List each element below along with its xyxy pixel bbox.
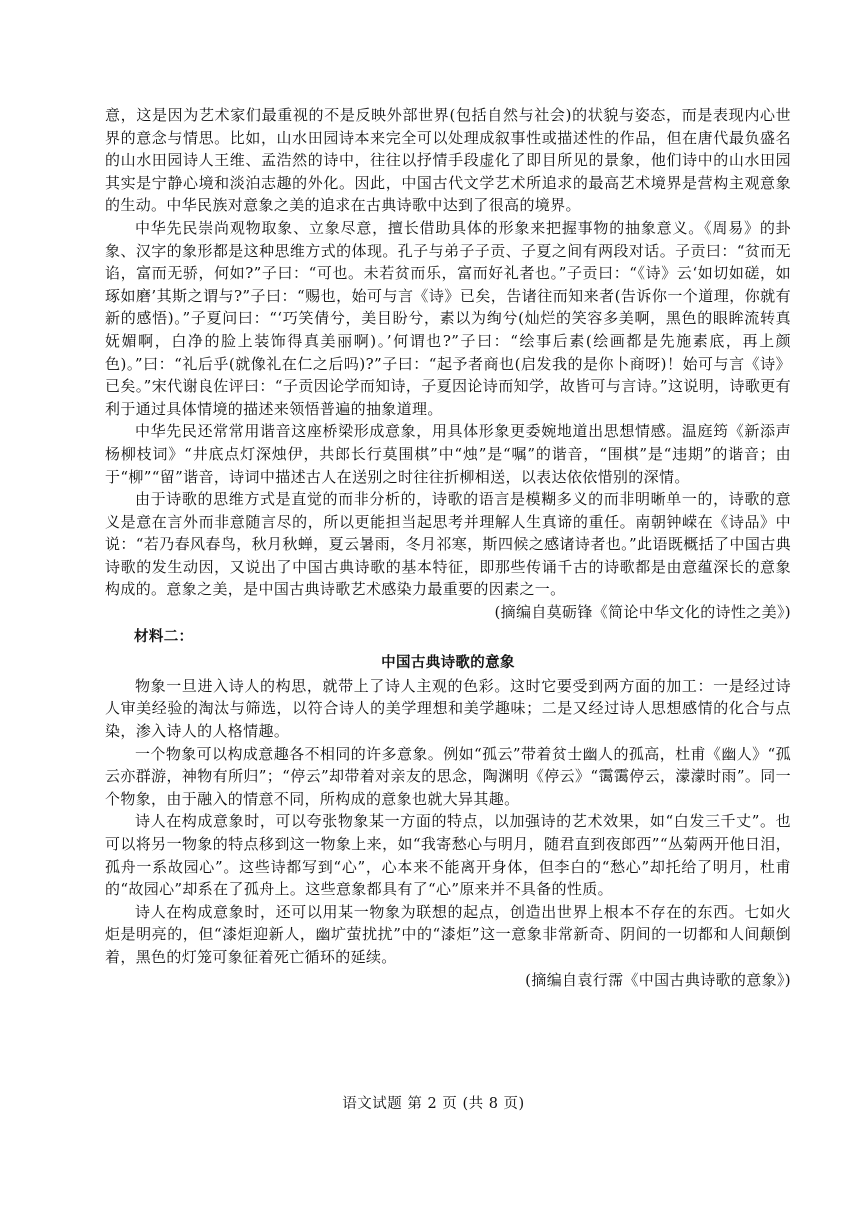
paragraph: 一个物象可以构成意趣各不相同的许多意象。例如“孤云”带着贫士幽人的孤高，杜甫《幽人》“孤云亦群游，神物有所归”；“停云”却带着对亲友的思念，陶渊明《停云》“霭霭停云，濛濛时雨”。同一个物象，由于融入的情意不同，所构成的意象也就大异其趣。 bbox=[105, 744, 791, 808]
paragraph: 意，这是因为艺术家们最重视的不是反映外部世界(包括自然与社会)的状貌与姿态，而是表现内心世界的意念与情思。比如，山水田园诗本来完全可以处理成叙事性或描述性的作品，但在唐代最负盛名的山水田园诗人王维、孟浩然的诗中，往往以抒情手段虚化了即目所见的景象，他们诗中的山水田园其实是宁静心境和淡泊志趣的外化。因此，中国古代文学艺术所追求的最高艺术境界是营构主观意象的生动。中华民族对意象之美的追求在古典诗歌中达到了很高的境界。 bbox=[105, 106, 791, 215]
source-citation: (摘编自袁行霈《中国古典诗歌的意象》) bbox=[525, 970, 791, 989]
material-label: 材料二： bbox=[134, 628, 194, 645]
paragraph: 物象一旦进入诗人的构思，就带上了诗人主观的色彩。这时它要受到两方面的加工：一是经过诗人审美经验的淘汰与筛选，以符合诗人的美学理想和美学趣味；二是又经过诗人思想感情的化合与点染，渗入诗人的人格情趣。 bbox=[105, 676, 791, 741]
page-footer: 语文试题 第 2 页 (共 8 页) bbox=[342, 1096, 525, 1112]
paragraph: 诗人在构成意象时，还可以用某一物象为联想的起点，创造出世界上根本不存在的东西。七如火炬是明亮的，但“漆炬迎新人，幽圹萤扰扰”中的“漆炬”这一意象非常新奇、阴间的一切都和人间颠倒着，黑色的灯笼可象征着死亡循环的延续。 bbox=[105, 902, 791, 966]
paragraph: 诗人在构成意象时，可以夸张物象某一方面的特点，以加强诗的艺术效果，如“白发三千丈”。也可以将另一物象的特点移到这一物象上来，如“我寄愁心与明月，随君直到夜郎西”“丛菊两开他日泪，孤舟一系故园心”。这些诗都写到“心”，心本来不能离开身体，但李白的“愁心”却托给了明月，杜甫的“故园心”却系在了孤舟上。这些意象都具有了“心”原来并不具备的性质。 bbox=[105, 812, 791, 899]
article-body bbox=[105, 104, 791, 991]
paragraph: 中华先民崇尚观物取象、立象尽意，擅长借助具体的形象来把握事物的抽象意义。《周易》的卦象、汉字的象形都是这种思维方式的体现。孔子与弟子子贡、子夏之间有两段对话。子贡曰：“贫而无谄，富而无骄，何如?”子曰：“可也。未若贫而乐，富而好礼者也。”子贡曰：“《诗》云‘如切如磋，如琢如磨’其斯之谓与?”子曰：“赐也，始可与言《诗》已矣，告诸往而知来者(告诉你一个道理，你就有新的感悟)。”子夏问曰：“‘巧笑倩兮，美目盼兮，素以为绚兮(灿烂的笑容多美啊，黑色的眼眸流转真妩媚啊，白净的脸上装饰得真美丽啊)。’何谓也?”子曰：“绘事后素(绘画都是先施素底，再上颜色)。”曰：“礼后乎(就像礼在仁之后吗)?”子曰：“起予者商也(启发我的是你卜商呀)！始可与言《诗》已矣。”宋代谢良佐评曰：“子贡因论学而知诗，子夏因论诗而知学，故皆可与言诗。”这说明，诗歌更有利于通过具体情境的描述来领悟普遍的抽象道理。 bbox=[105, 218, 791, 418]
paragraph: 中华先民还常常用谐音这座桥梁形成意象，用具体形象更委婉地道出思想情感。温庭筠《新添声杨柳枝词》“井底点灯深烛伊，共郎长行莫围棋”中“烛”是“嘱”的谐音，“围棋”是“违期”的谐音；由于“柳”“留”谐音，诗词中描述古人在送别之时往往折柳相送，以表达依依惜别的深情。 bbox=[105, 422, 791, 486]
paragraph: 由于诗歌的思维方式是直觉的而非分析的，诗歌的语言是模糊多义的而非明晰单一的，诗歌的意义是意在言外而非意随言尽的，所以更能担当起思考并理解人生真谛的重任。南朝钟嵘在《诗品》中说：“若乃春风春鸟，秋月秋蝉，夏云暑雨，冬月祁寒，斯四候之感诸诗者也。”此语既概括了中国古典诗歌的发生动因，又说出了中国古典诗歌的基本特征，即那些传诵千古的诗歌都是由意蕴深长的意象构成的。意象之美，是中国古典诗歌艺术感染力最重要的因素之一。 bbox=[105, 490, 791, 599]
source-citation: (摘编自莫砺锋《简论中华文化的诗性之美》) bbox=[494, 603, 791, 622]
section-title: 中国古典诗歌的意象 bbox=[381, 655, 515, 672]
